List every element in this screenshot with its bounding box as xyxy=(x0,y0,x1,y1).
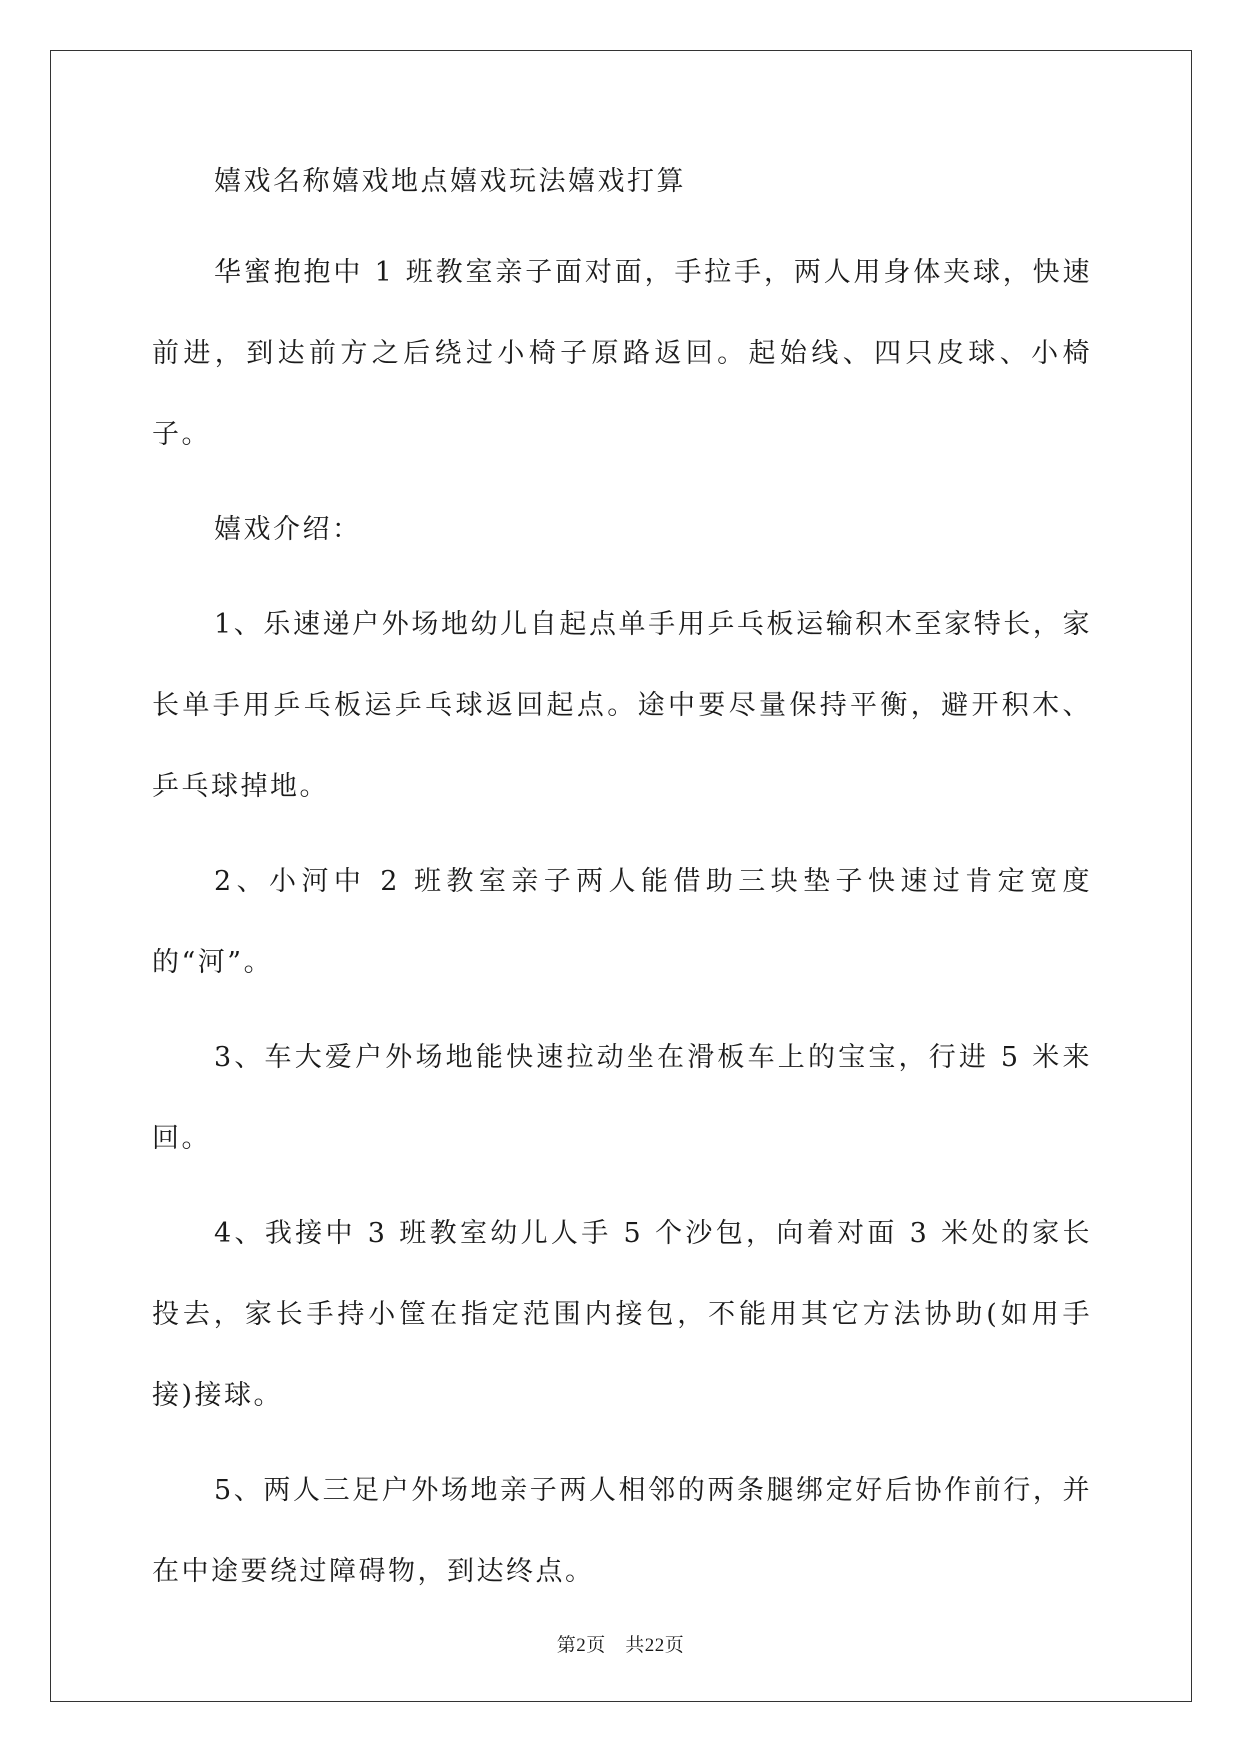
paragraph-game-hug: 华蜜抱抱中 1 班教室亲子面对面，手拉手，两人用身体夹球，快速前进，到达前方之后绕过小椅子原路返回。起始线、四只皮球、小椅子。 xyxy=(152,257,1092,450)
paragraph-game-4: 4、我接中 3 班教室幼儿人手 5 个沙包，向着对面 3 米处的家长投去，家长手持小筐在指定范围内接包，不能用其它方法协助(如用手接)接球。 xyxy=(152,1218,1092,1411)
paragraph-game-2: 2、小河中 2 班教室亲子两人能借助三块垫子快速过肯定宽度的“河”。 xyxy=(152,866,1092,978)
paragraph-game-1: 1、乐速递户外场地幼儿自起点单手用乒乓板运输积木至家特长，家长单手用乒乓板运乒乓球返回起点。途中要尽量保持平衡，避开积木、乒乓球掉地。 xyxy=(152,609,1092,802)
paragraph-game-header: 嬉戏名称嬉戏地点嬉戏玩法嬉戏打算 xyxy=(214,166,686,197)
page-prefix: 第 xyxy=(556,1634,577,1656)
page-footer xyxy=(0,1630,1241,1657)
document-body xyxy=(152,162,1092,1626)
paragraph-game-3: 3、车大爱户外场地能快速拉动坐在滑板车上的宝宝，行进 5 米来回。 xyxy=(152,1042,1092,1154)
page-total-number: 22 xyxy=(644,1635,665,1656)
paragraph-game-intro-heading: 嬉戏介绍： xyxy=(214,514,362,545)
paragraph-game-5: 5、两人三足户外场地亲子两人相邻的两条腿绑定好后协作前行，并在中途要绕过障碍物，到达终点。 xyxy=(152,1475,1092,1587)
page-mid: 页 共 xyxy=(586,1634,645,1656)
page-suffix: 页 xyxy=(664,1634,685,1656)
page-current-number: 2 xyxy=(576,1635,587,1656)
